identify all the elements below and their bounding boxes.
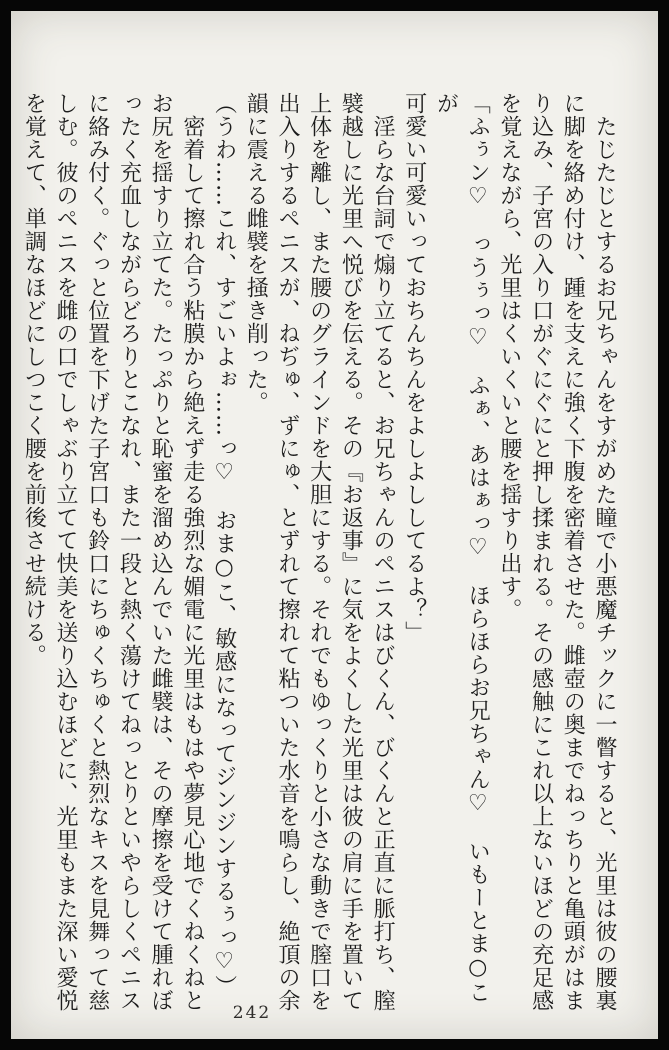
text-line: （うわ……これ、すごいよぉ……っ♡ おま○こ、敏感になってジンジンするぅっ♡） xyxy=(211,92,237,998)
text-line: 「ふぅン♡ っうぅっ♡ ふぁ、あはぁっ♡ ほらほらお兄ちゃん♡ いもーとま○こが xyxy=(433,92,491,1004)
text-line: ったく充血しながらどろりとこなれ、また一段と熱く蕩けてねっとりといやらしくペニス xyxy=(116,92,142,1012)
text-line: 韻に震える雌襞を掻き削った。 xyxy=(243,92,269,414)
text-line: 出入りするペニスが、ねぢゅ、ずにゅ、とずれて擦れて粘ついた水音を鳴らし、絶頂の余 xyxy=(274,92,300,1012)
text-line: を覚えながら、光里はくいくいと腰を揺すり出す。 xyxy=(496,92,522,621)
text-line: 可愛い可愛いっておちんちんをよしよししてるよ？」 xyxy=(401,92,427,644)
text-line: お尻を揺すり立てた。たっぷりと恥蜜を溜め込んでいた雌襞は、その摩擦を受けて腫れぼ xyxy=(148,92,174,1012)
text-line: 襞越しに光里へ悦びを伝える。その『お返事』に気をよくした光里は彼の肩に手を置いて xyxy=(338,92,364,1012)
text-line: を覚えて、単調なほどにしつこく腰を前後させ続ける。 xyxy=(21,92,47,667)
text-line: たじたじとするお兄ちゃんをすがめた瞳で小悪魔チックに一瞥すると、光里は彼の腰裏 xyxy=(592,115,617,1012)
text-line: に脚を絡め付け、踵を支えに強く下腹を密着させた。雌壺の奥までねっちりと亀頭がはま xyxy=(560,92,586,1012)
text-line: 密着して擦れ合う粘膜から絶えず走る強烈な媚電に光里はもはや夢見心地でくねくねと xyxy=(179,115,205,1012)
text-line: り込み、子宮の入り口がぐにぐにと押し揉まれる。その感触にこれ以上ないほどの充足感 xyxy=(528,92,554,1012)
text-line: に絡み付く。ぐっと位置を下げた子宮口も鈴口にちゅくちゅくと熱烈なキスを見舞って慈 xyxy=(84,92,110,1012)
text-line: 淫らな台詞で煽り立てると、お兄ちゃんのペニスはびくん、びくんと正直に脈打ち、膣 xyxy=(370,115,396,1012)
text-line: 上体を離し、また腰のグラインドを大胆にする。それでもゆっくりと小さな動きで膣口を xyxy=(306,92,332,1012)
vertical-text-block xyxy=(18,92,620,1016)
page-number: 242 xyxy=(232,1003,272,1023)
text-line: しむ。彼のペニスを雌の口でしゃぶり立てて快美を送り込むほどに、光里もまた深い愛悦 xyxy=(53,92,79,1012)
